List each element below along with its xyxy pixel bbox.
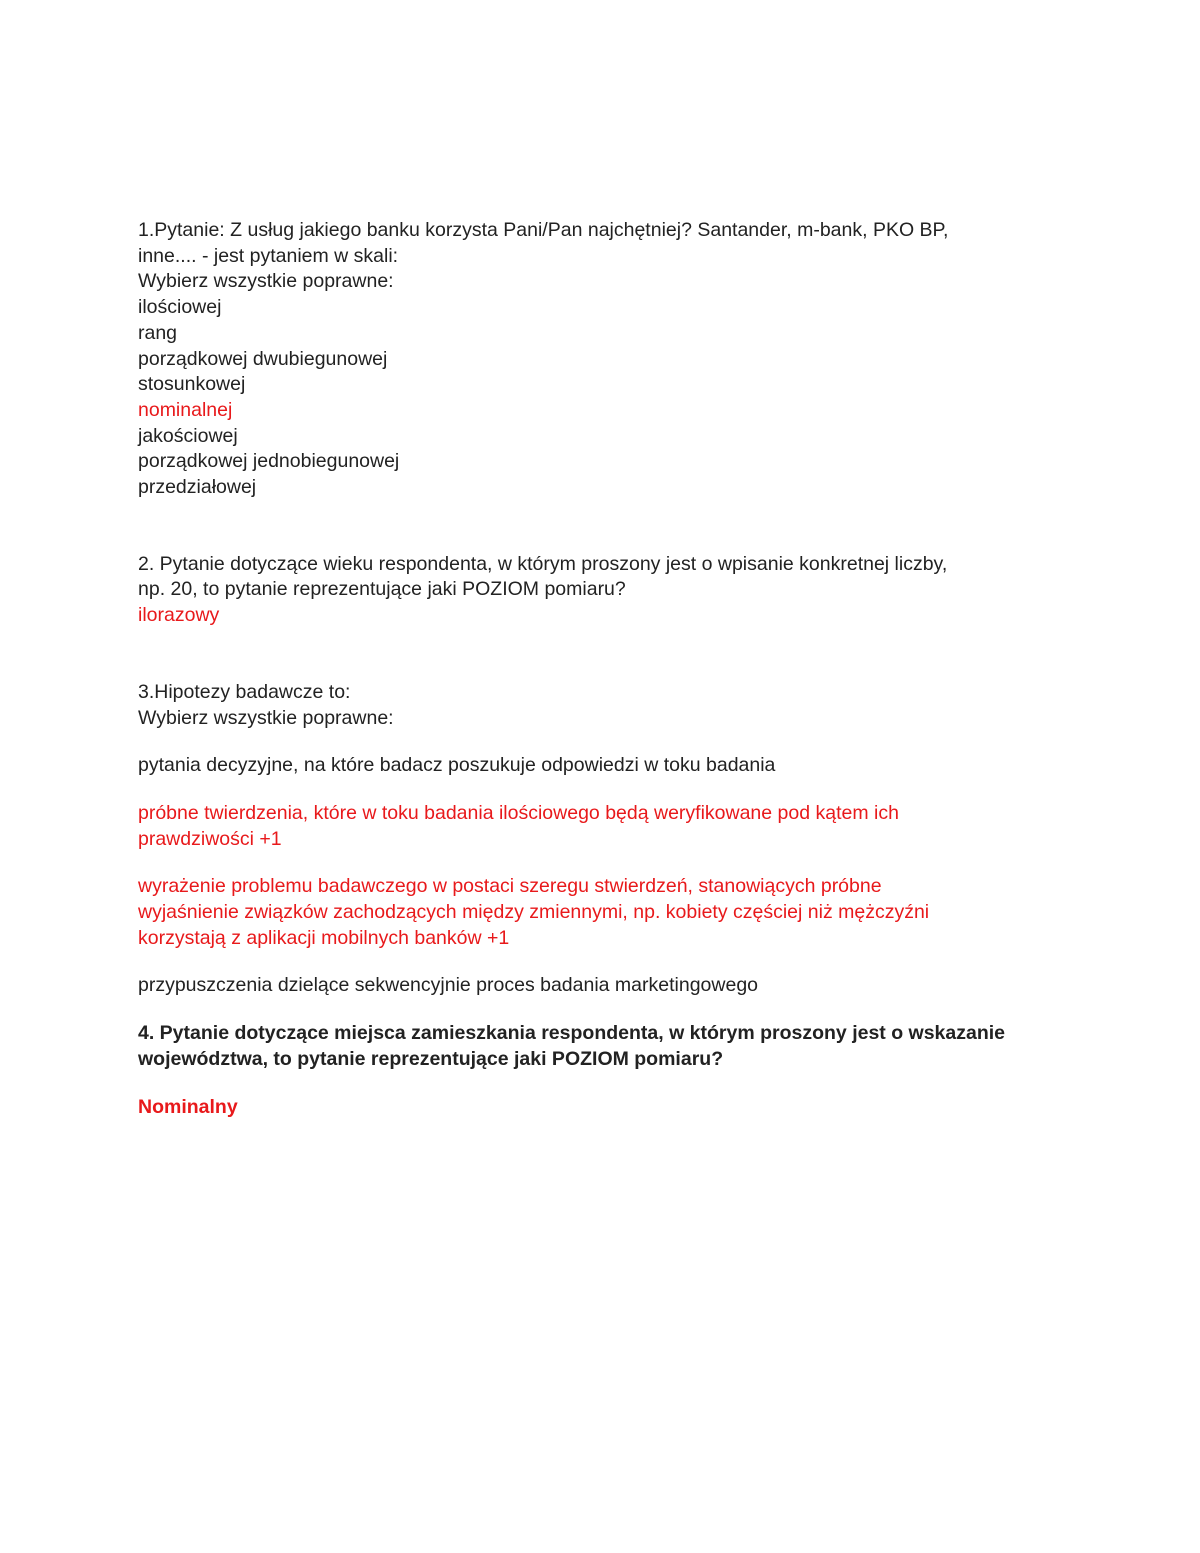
question-3	[138, 680, 1078, 999]
question-2-text-line-2: np. 20, to pytanie reprezentujące jaki POZIOM pomiaru?	[138, 578, 626, 601]
question-3-option-3-line-2: wyjaśnienie związków zachodzących między zmiennymi, np. kobiety częściej niż mężczyźni	[138, 901, 930, 924]
question-1-option: porządkowej jednobiegunowej	[138, 450, 400, 473]
question-3-option-2-line-2: prawdziwości +1	[138, 827, 282, 850]
question-1	[138, 218, 1078, 501]
question-2-answer: ilorazowy	[138, 604, 220, 627]
question-1-option: jakościowej	[138, 424, 238, 447]
question-4-text-line-2: województwa, to pytanie reprezentujące jaki POZIOM pomiaru?	[138, 1047, 724, 1070]
question-2-text-line-1: 2. Pytanie dotyczące wieku respondenta, w którym proszony jest o wpisanie konkretnej liczby,	[138, 552, 948, 575]
question-1-option: porządkowej dwubiegunowej	[138, 347, 388, 370]
question-3-text: 3.Hipotezy badawcze to:	[138, 680, 351, 703]
question-3-option-1: pytania decyzyjne, na które badacz poszukuje odpowiedzi w toku badania	[138, 754, 776, 777]
question-1-instruction: Wybierz wszystkie poprawne:	[138, 270, 394, 293]
question-2	[138, 552, 1078, 629]
document-page	[138, 218, 1078, 1120]
question-3-option-2-line-1: próbne twierdzenia, które w toku badania ilościowego będą weryfikowane pod kątem ich	[138, 801, 899, 824]
question-3-option-3-line-1: wyrażenie problemu badawczego w postaci szeregu stwierdzeń, stanowiących próbne	[138, 875, 882, 898]
question-3-option-4: przypuszczenia dzielące sekwencyjnie proces badania marketingowego	[138, 974, 759, 997]
question-1-text-line-1: 1.Pytanie: Z usług jakiego banku korzysta Pani/Pan najchętniej? Santander, m-bank, PKO BP,	[138, 219, 949, 241]
question-1-text-line-2: inne.... - jest pytaniem w skali:	[138, 244, 399, 267]
question-3-option-3-line-3: korzystają z aplikacji mobilnych banków +1	[138, 926, 510, 949]
question-1-option: przedziałowej	[138, 476, 257, 499]
question-4	[138, 1021, 1078, 1120]
question-3-instruction: Wybierz wszystkie poprawne:	[138, 706, 394, 729]
question-1-option: ilościowej	[138, 296, 222, 319]
question-4-answer: Nominalny	[138, 1095, 238, 1118]
question-1-option: stosunkowej	[138, 373, 246, 396]
question-1-option: rang	[138, 321, 178, 344]
question-1-option-correct: nominalnej	[138, 398, 233, 421]
question-4-text-line-1: 4. Pytanie dotyczące miejsca zamieszkania respondenta, w którym proszony jest o wskazanie	[138, 1022, 1006, 1045]
